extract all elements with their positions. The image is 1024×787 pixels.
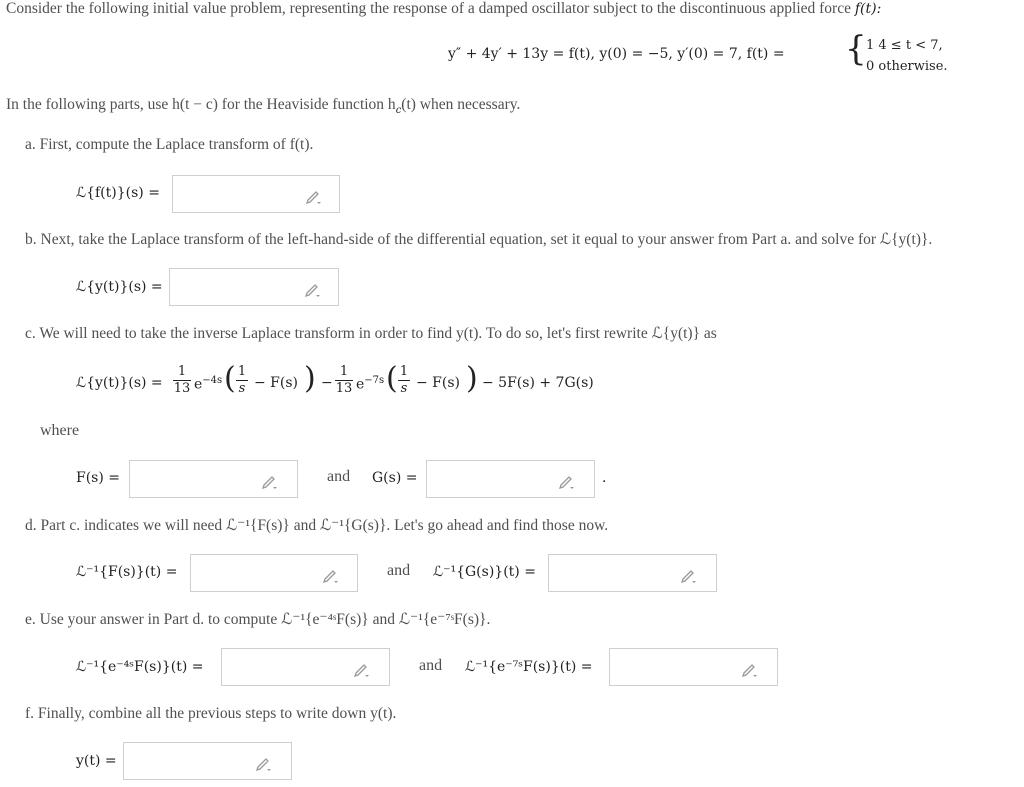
exp-term-2 xyxy=(356,375,384,393)
where-label: where xyxy=(40,422,80,439)
exp-base: e xyxy=(356,376,365,393)
heaviside-note xyxy=(6,96,520,116)
intro-text: Consider the following initial value problem, representing the response of a damped oscillator subject to the discontinuous applied force xyxy=(6,0,851,17)
part-e-label-2: ℒ⁻¹{e⁻⁷ˢF(s)}(t) = xyxy=(465,659,593,675)
part-d-text: d. Part c. indicates we will need ℒ⁻¹{F(s)} and ℒ⁻¹{G(s)}. Let's go ahead and find those now. xyxy=(25,517,609,534)
fraction-1-13-a xyxy=(173,364,191,397)
and-label: and xyxy=(327,468,351,485)
frac-den: 13 xyxy=(173,381,191,396)
pencil-icon[interactable] xyxy=(322,566,340,584)
inv-e7s-answer-input[interactable] xyxy=(609,648,778,686)
frac-den: s xyxy=(238,381,246,396)
paren-open-1: ( xyxy=(224,361,236,396)
inv-e4s-answer-input[interactable] xyxy=(221,648,390,686)
part-e-text: e. Use your answer in Part d. to compute ℒ⁻¹{e⁻⁴ˢF(s)} and ℒ⁻¹{e⁻⁷ˢF(s)}. xyxy=(25,611,491,628)
ode-equation: y″ + 4y′ + 13y = f(t), y(0) = −5, y′(0) = 7, f(t) = xyxy=(448,46,785,62)
pencil-icon[interactable] xyxy=(353,660,371,678)
period: . xyxy=(602,470,607,486)
frac-num: 1 xyxy=(173,364,191,381)
part-e-label-1: ℒ⁻¹{e⁻⁴ˢF(s)}(t) = xyxy=(76,659,204,675)
paren-open-2: ( xyxy=(386,361,398,396)
heaviside-text: In the following parts, use h(t − c) for the Heaviside function h xyxy=(6,96,396,113)
part-a-answer-input[interactable] xyxy=(172,175,340,213)
pencil-icon[interactable] xyxy=(680,566,698,584)
and-label: and xyxy=(387,562,411,579)
part-f-text: f. Finally, combine all the previous steps to write down y(t). xyxy=(25,705,397,722)
part-b-label: ℒ{y(t)}(s) = xyxy=(76,279,163,295)
frac-num: 1 xyxy=(399,364,409,379)
part-d-F-label: ℒ⁻¹{F(s)}(t) = xyxy=(76,564,178,580)
exp-base: e xyxy=(194,376,203,393)
inv-G-answer-input[interactable] xyxy=(548,554,717,592)
frac-num: 1 xyxy=(237,364,247,379)
G-label: G(s) = xyxy=(372,470,418,486)
part-b-text: b. Next, take the Laplace transform of the left-hand-side of the differential equation, set it equal to your answer from Part a. and solve for ℒ{y(t)}. xyxy=(25,231,933,248)
exp-term-1 xyxy=(194,375,222,393)
exp-power-1: −4s xyxy=(202,375,223,386)
part-f-label: y(t) = xyxy=(76,753,117,769)
paren-close-2: ) xyxy=(466,361,478,396)
problem-intro xyxy=(6,0,881,18)
minus-F-1: − F(s) xyxy=(254,375,299,391)
y-answer-input[interactable] xyxy=(123,742,292,780)
frac-num: 1 xyxy=(335,364,353,381)
fraction-1-s-b xyxy=(398,364,410,397)
frac-den: 13 xyxy=(335,381,353,396)
part-d-G-label: ℒ⁻¹{G(s)}(t) = xyxy=(433,564,536,580)
pencil-icon[interactable] xyxy=(741,660,759,678)
piecewise-brace: { xyxy=(845,29,867,69)
piecewise-line-1: 1 4 ≤ t < 7, xyxy=(866,38,943,53)
heaviside-subscript: c xyxy=(395,105,402,117)
part-c-tail: − 5F(s) + 7G(s) xyxy=(482,375,594,391)
frac-den: s xyxy=(400,381,408,396)
F-label: F(s) = xyxy=(76,470,121,486)
pencil-icon[interactable] xyxy=(558,472,576,490)
fraction-1-s-a xyxy=(236,364,248,397)
mid-minus: − xyxy=(321,375,333,391)
inv-F-answer-input[interactable] xyxy=(190,554,358,592)
fraction-1-13-b xyxy=(335,364,353,397)
exp-power-2: −7s xyxy=(364,375,385,386)
and-label: and xyxy=(419,657,443,674)
part-a-label: ℒ{f(t)}(s) = xyxy=(76,185,160,201)
pencil-icon[interactable] xyxy=(304,280,322,298)
pencil-icon[interactable] xyxy=(305,187,323,205)
intro-f: f(t): xyxy=(854,1,882,17)
part-c-text: c. We will need to take the inverse Laplace transform in order to find y(t). To do so, let's first rewrite ℒ{y(t)} as xyxy=(25,325,717,342)
part-c-eq-lhs: ℒ{y(t)}(s) = xyxy=(76,375,163,391)
minus-F-2: − F(s) xyxy=(416,375,461,391)
F-answer-input[interactable] xyxy=(129,460,298,498)
part-a-text: a. First, compute the Laplace transform of f(t). xyxy=(25,136,314,153)
pencil-icon[interactable] xyxy=(255,754,273,772)
paren-close-1: ) xyxy=(304,361,316,396)
piecewise-line-2: 0 otherwise. xyxy=(866,59,948,74)
heaviside-end: (t) when necessary. xyxy=(401,96,521,113)
part-b-answer-input[interactable] xyxy=(169,268,339,306)
pencil-icon[interactable] xyxy=(261,472,279,490)
G-answer-input[interactable] xyxy=(426,460,595,498)
